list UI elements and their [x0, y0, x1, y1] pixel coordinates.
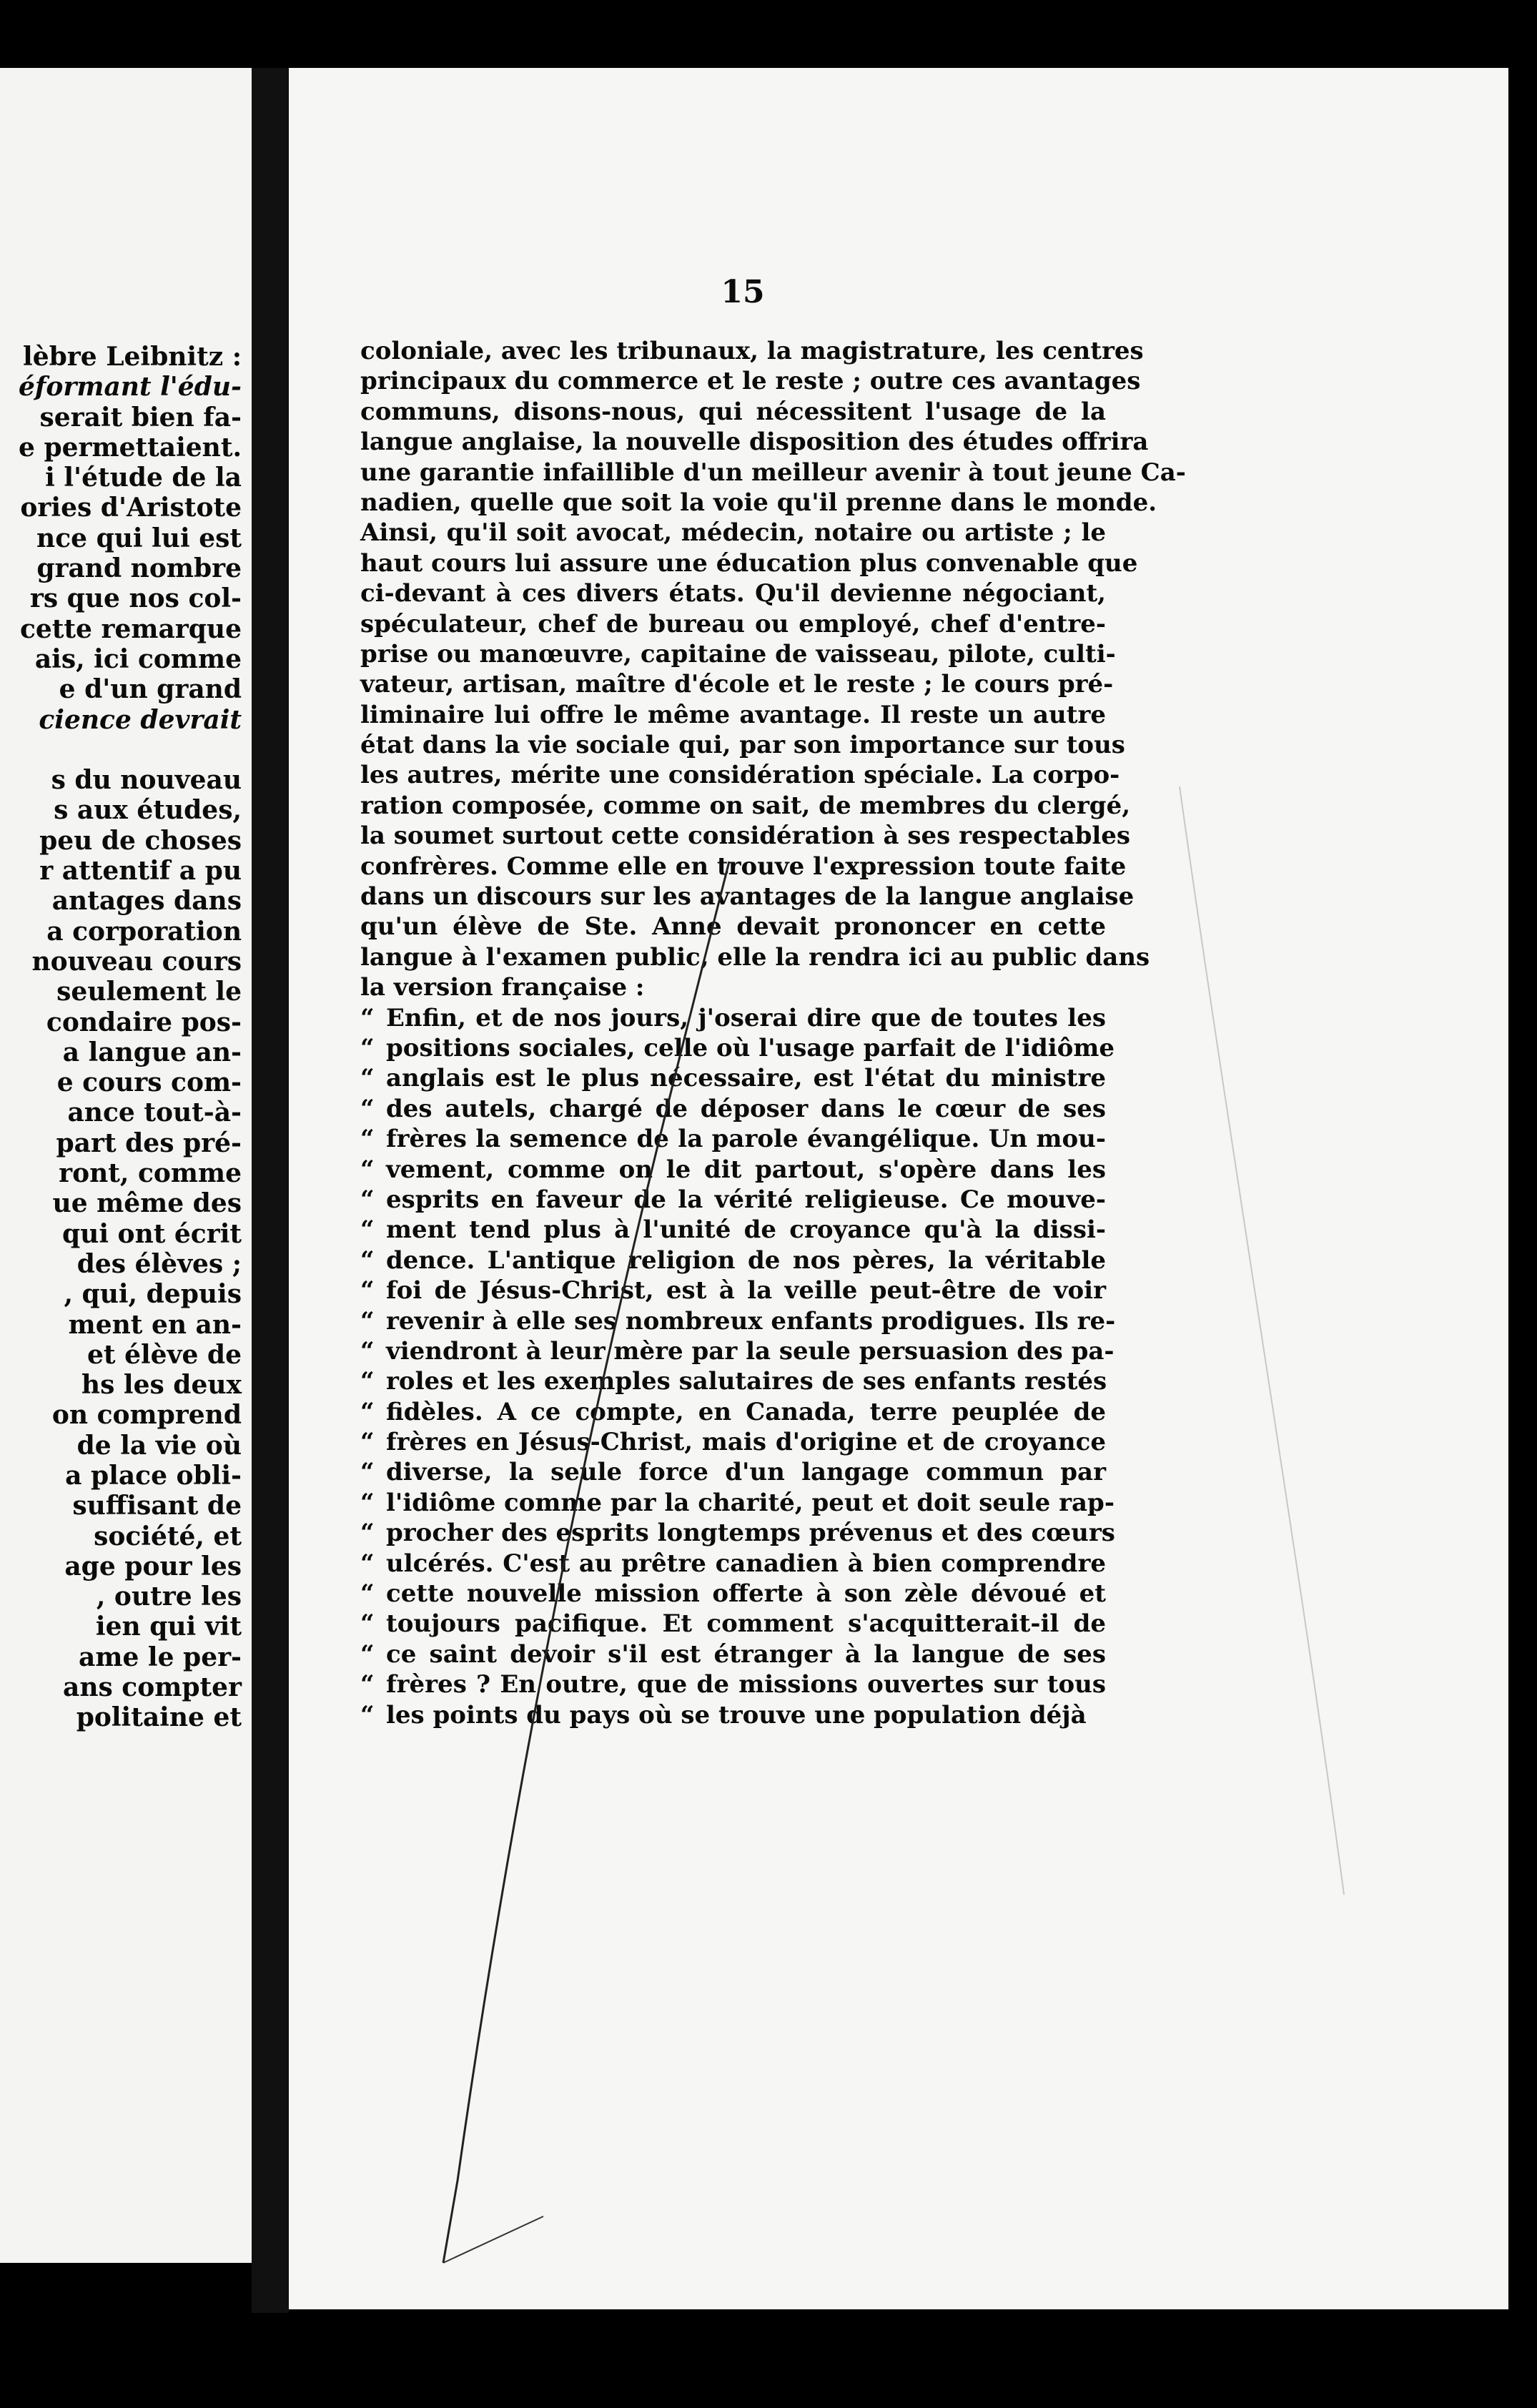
quote-line — [360, 1003, 1106, 1033]
body-line: qu'un élève de Ste. Anne devait prononcer en cette — [360, 912, 1106, 942]
quote-line-text: l'idiôme comme par la charité, peut et doit seule rap- — [386, 1488, 1115, 1517]
left-page-line — [0, 735, 242, 765]
quote-mark: “ — [360, 1519, 375, 1548]
left-page-line: e permettaient. — [19, 432, 242, 463]
left-page-line: ais, ici comme — [34, 643, 242, 674]
quote-line — [360, 1639, 1106, 1669]
quote-line — [360, 1245, 1106, 1275]
body-line: une garantie infaillible d'un meilleur avenir à tout jeune Ca- — [360, 458, 1186, 487]
body-line: dans un discours sur les avantages de la langue anglaise — [360, 882, 1135, 912]
left-page-line: s du nouveau — [51, 765, 242, 796]
left-page-line: a langue an- — [62, 1037, 242, 1067]
quote-line-text: vement, comme on le dit partout, s'opère dans les — [386, 1155, 1106, 1184]
left-page-text-column — [0, 342, 242, 1733]
body-line: liminaire lui offre le même avantage. Il reste un autre — [360, 700, 1106, 729]
body-line: la version française : — [360, 973, 645, 1002]
body-line: ration composée, comme on sait, de membres du clergé, — [360, 791, 1131, 820]
quote-line — [360, 1397, 1106, 1427]
left-page-line: de la vie où — [76, 1430, 242, 1461]
quote-line-text: foi de Jésus-Christ, est à la veille peut-être de voir — [386, 1276, 1106, 1306]
body-line: vateur, artisan, maître d'école et le reste ; le cours pré- — [360, 670, 1114, 699]
left-page-line: a corporation — [46, 916, 242, 947]
body-line: confrères. Comme elle en trouve l'expression toute faite — [360, 852, 1127, 881]
quote-line — [360, 1124, 1106, 1154]
left-page-line: e d'un grand — [59, 674, 242, 705]
left-page-line: antages dans — [51, 886, 242, 917]
left-page-line: s aux études, — [54, 795, 242, 826]
quote-mark: “ — [360, 1064, 375, 1093]
left-page-line: ories d'Aristote — [20, 493, 242, 523]
quote-mark: “ — [360, 1428, 375, 1457]
quote-line-text: ment tend plus à l'unité de croyance qu'à la dissi- — [386, 1215, 1106, 1245]
left-page-line: et élève de — [87, 1339, 242, 1370]
left-page-line: r attentif a pu — [39, 856, 242, 887]
left-page-line: société, et — [94, 1521, 242, 1551]
body-line: communs, disons-nous, qui nécessitent l'usage de la — [360, 397, 1106, 426]
quote-line — [360, 1336, 1115, 1366]
left-page-line: ien qui vit — [95, 1612, 242, 1642]
left-page-line: ue même des — [52, 1188, 242, 1219]
quote-mark: “ — [360, 1003, 375, 1032]
quote-mark: “ — [360, 1458, 375, 1487]
body-line: prise ou manœuvre, capitaine de vaisseau, pilote, culti- — [360, 639, 1116, 668]
left-page-line: hs les deux — [81, 1370, 242, 1401]
quote-mark: “ — [360, 1185, 375, 1214]
quote-line — [360, 1185, 1106, 1215]
left-page-line: nce qui lui est — [36, 523, 242, 553]
quote-mark: “ — [360, 1670, 375, 1699]
page-number: 15 — [721, 274, 765, 310]
left-page-line: grand nombre — [36, 553, 242, 584]
left-page-fragment — [0, 68, 252, 2263]
body-line: langue à l'examen public, elle la rendra ici au public dans — [360, 942, 1150, 972]
quote-line — [360, 1700, 1106, 1730]
quote-mark: “ — [360, 1397, 375, 1426]
left-page-line: peu de choses — [39, 825, 242, 856]
quote-mark: “ — [360, 1367, 375, 1396]
left-page-line: éformant l'édu- — [18, 372, 242, 403]
left-page-line: politaine et — [76, 1702, 242, 1733]
left-page-line: rs que nos col- — [29, 583, 242, 614]
left-page-line: part des pré- — [56, 1127, 242, 1158]
quote-line — [360, 1669, 1106, 1699]
left-page-line: suffisant de — [72, 1491, 242, 1521]
quote-mark: “ — [360, 1094, 375, 1123]
quote-mark: “ — [360, 1155, 375, 1184]
quote-line — [360, 1579, 1106, 1609]
quote-line-text: viendront à leur mère par la seule persuasion des pa- — [386, 1336, 1115, 1366]
quote-line-text: esprits en faveur de la vérité religieuse. Ce mouve- — [386, 1185, 1106, 1214]
body-line: Ainsi, qu'il soit avocat, médecin, notaire ou artiste ; le — [360, 518, 1106, 548]
quote-mark: “ — [360, 1306, 375, 1336]
quote-line-text: les points du pays où se trouve une population déjà — [386, 1700, 1087, 1729]
quote-line-text: positions sociales, celle où l'usage parfait de l'idiôme — [386, 1033, 1115, 1062]
quote-mark: “ — [360, 1033, 375, 1062]
left-page-line: cette remarque — [19, 613, 242, 644]
quote-line-text: frères en Jésus-Christ, mais d'origine et de croyance — [386, 1428, 1106, 1457]
quote-line-text: roles et les exemples salutaires de ses enfants restés — [386, 1367, 1107, 1396]
quote-mark: “ — [360, 1609, 375, 1639]
left-page-line: ment en an- — [68, 1309, 242, 1340]
body-line: coloniale, avec les tribunaux, la magistrature, les centres — [360, 337, 1144, 365]
quote-line — [360, 1063, 1106, 1093]
left-page-line: qui ont écrit — [62, 1218, 242, 1249]
body-line: état dans la vie sociale qui, par son importance sur tous — [360, 731, 1125, 760]
quote-line — [360, 1488, 1115, 1518]
quote-mark: “ — [360, 1215, 375, 1245]
left-page-line: des élèves ; — [76, 1248, 242, 1279]
left-page-line: i l'étude de la — [45, 463, 242, 493]
body-line: nadien, quelle que soit la voie qu'il prenne dans le monde. — [360, 488, 1157, 517]
quote-line — [360, 1306, 1116, 1336]
quote-line-text: fidèles. A ce compte, en Canada, terre peuplée de — [386, 1397, 1106, 1426]
left-page-line: on comprend — [51, 1400, 242, 1431]
quote-line-text: anglais est le plus nécessaire, est l'état du ministre — [386, 1064, 1106, 1093]
left-page-line: ront, comme — [59, 1158, 242, 1189]
quote-mark: “ — [360, 1245, 375, 1275]
quote-line — [360, 1094, 1106, 1124]
quote-line-text: diverse, la seule force d'un langage commun par — [386, 1458, 1106, 1487]
quote-line-text: revenir à elle ses nombreux enfants prodigues. Ils re- — [386, 1306, 1116, 1336]
quote-mark: “ — [360, 1639, 375, 1669]
left-page-line: a place obli- — [65, 1460, 242, 1491]
main-page — [289, 68, 1508, 2309]
body-line: principaux du commerce et le reste ; outre ces avantages — [360, 367, 1141, 396]
body-line: haut cours lui assure une éducation plus convenable que — [360, 548, 1138, 578]
quote-line — [360, 1549, 1106, 1579]
quote-mark: “ — [360, 1579, 375, 1609]
body-line: spéculateur, chef de bureau ou employé, chef d'entre- — [360, 609, 1106, 638]
left-page-line: ame le per- — [79, 1642, 242, 1672]
left-page-line: e cours com- — [56, 1067, 242, 1098]
quote-line-text: dence. L'antique religion de nos pères, la véritable — [386, 1245, 1106, 1275]
body-line: la soumet surtout cette considération à ses respectables — [360, 821, 1131, 851]
left-page-line: serait bien fa- — [39, 402, 242, 433]
quote-line — [360, 1609, 1106, 1639]
page-gutter — [252, 68, 289, 2313]
quote-line-text: ce saint devoir s'il est étranger à la langue de ses — [386, 1639, 1106, 1669]
body-line: langue anglaise, la nouvelle disposition des études offrira — [360, 428, 1149, 457]
quote-mark: “ — [360, 1549, 375, 1578]
quote-line-text: frères ? En outre, que de missions ouvertes sur tous — [386, 1670, 1106, 1699]
body-paragraph — [360, 336, 1186, 1003]
left-page-line: ance tout-à- — [67, 1097, 242, 1128]
quote-line — [360, 1518, 1115, 1548]
left-page-line: age pour les — [64, 1551, 242, 1582]
left-page-line: , outre les — [96, 1582, 242, 1612]
quote-line — [360, 1155, 1106, 1185]
quote-mark: “ — [360, 1336, 375, 1366]
quote-line-text: toujours pacifique. Et comment s'acquitterait-il de — [386, 1609, 1106, 1639]
quote-line — [360, 1427, 1106, 1457]
quote-line-text: des autels, chargé de déposer dans le cœur de ses — [386, 1094, 1106, 1123]
quote-line — [360, 1275, 1106, 1306]
quote-line — [360, 1457, 1106, 1487]
left-page-line: nouveau cours — [31, 946, 242, 977]
left-page-line: ans compter — [63, 1672, 242, 1703]
quote-line-text: procher des esprits longtemps prévenus et des cœurs — [386, 1519, 1115, 1548]
quote-line-text: Enfin, et de nos jours, j'oserai dire que de toutes les — [386, 1003, 1106, 1032]
body-text — [360, 336, 1186, 1730]
left-page-line: condaire pos- — [46, 1007, 242, 1037]
quote-line-text: frères la semence de la parole évangélique. Un mou- — [386, 1125, 1106, 1154]
body-line: les autres, mérite une considération spéciale. La corpo- — [360, 761, 1120, 790]
body-line: ci-devant à ces divers états. Qu'il devienne négociant, — [360, 579, 1106, 608]
quote-line — [360, 1215, 1106, 1245]
left-page-line: seulement le — [56, 977, 242, 1007]
left-page-line: , qui, depuis — [64, 1279, 242, 1310]
quote-mark: “ — [360, 1700, 375, 1729]
quote-line — [360, 1033, 1115, 1063]
quote-line-text: cette nouvelle mission offerte à son zèle dévoué et — [386, 1579, 1106, 1609]
quote-line — [360, 1366, 1106, 1396]
quote-mark: “ — [360, 1125, 375, 1154]
quotation-block — [360, 1003, 1116, 1730]
left-page-line: cience devrait — [39, 704, 242, 735]
quote-line-text: ulcérés. C'est au prêtre canadien à bien comprendre — [386, 1549, 1106, 1578]
quote-mark: “ — [360, 1276, 375, 1306]
quote-mark: “ — [360, 1488, 375, 1517]
left-page-line: lèbre Leibnitz : — [23, 342, 242, 372]
